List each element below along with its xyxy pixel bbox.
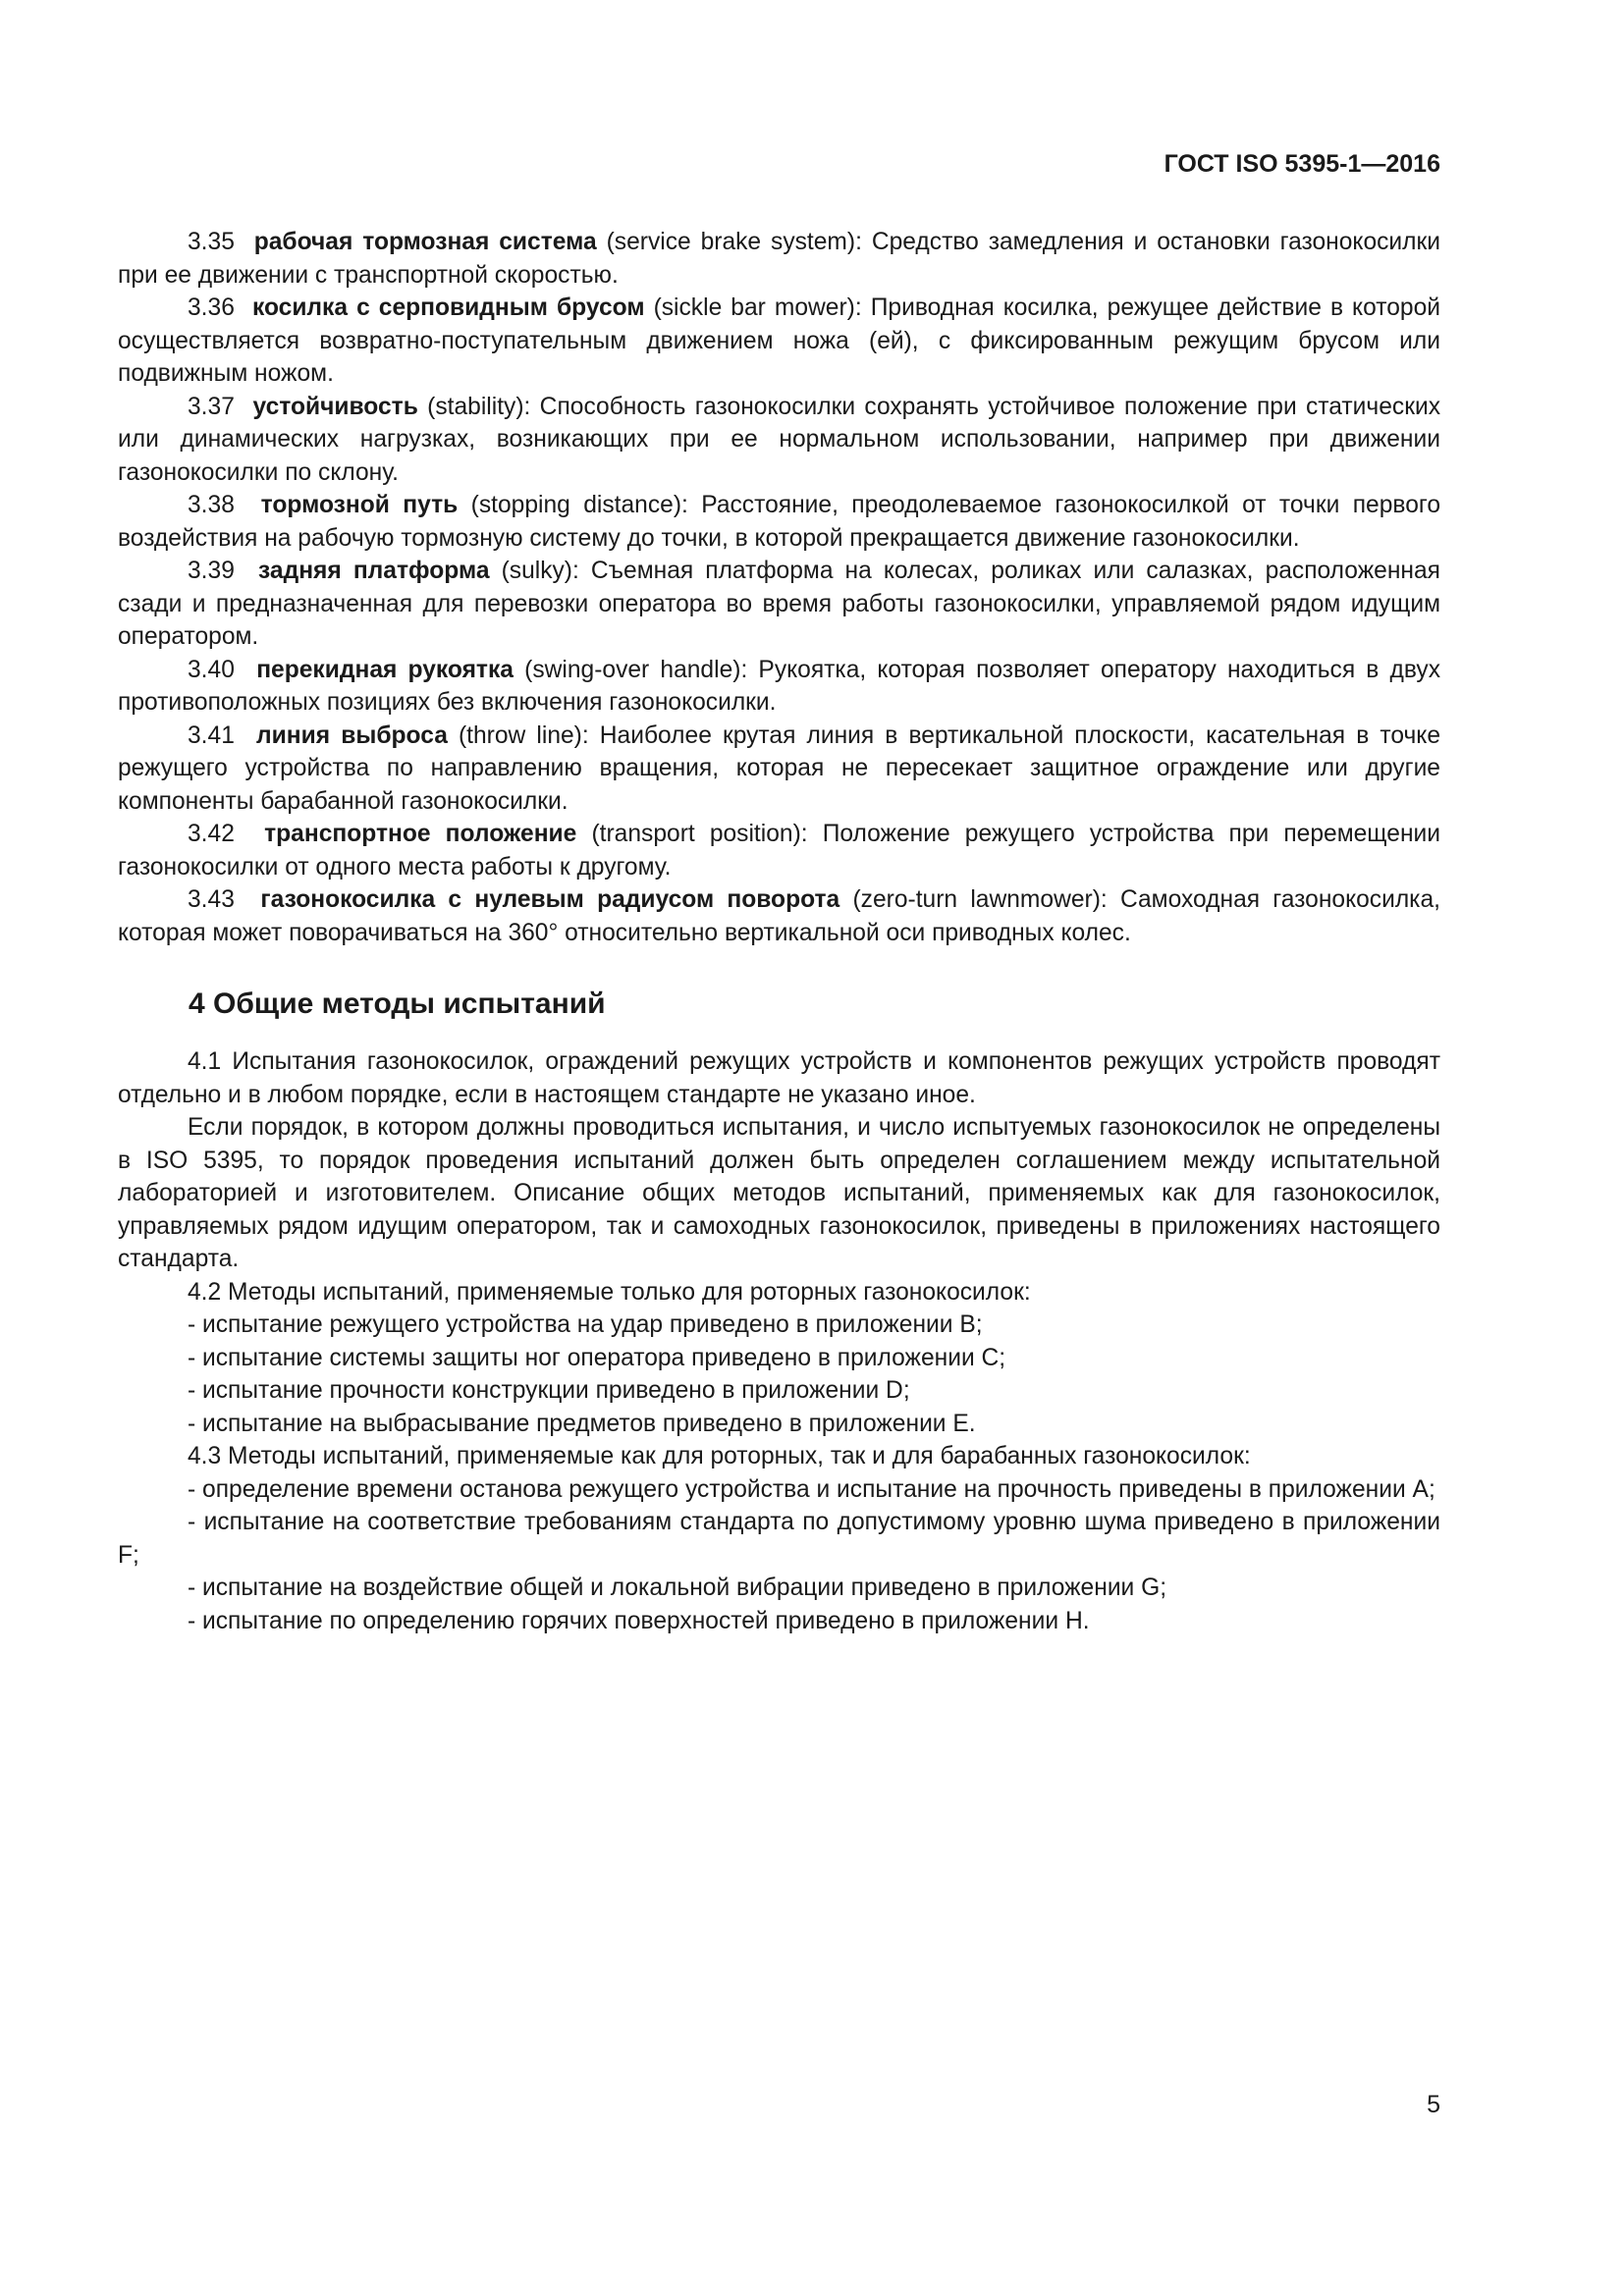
definition-text: (sickle bar mower): Приводная косилка, режущее действие в которой осуществляется возвратно-поступательным движением ножа (ей), с фиксированным режущим брусом или подвижным ножом. [118,294,1440,387]
list-item: - испытание режущего устройства на удар приведено в приложении B; [188,1311,983,1338]
list-item: - испытание прочности конструкции приведено в приложении D; [188,1377,910,1404]
page-content [118,226,1440,1637]
page-number: 5 [1427,2091,1440,2118]
section-4-title: 4 Общие методы испытаний [189,988,606,1020]
definition-text: (transport position): Положение режущего устройства при перемещении газонокосилки от одного места работы к другому. [118,821,1441,881]
definition-number: 3.37 [188,393,235,420]
definition-3-38 [118,489,1440,555]
definition-text: (zero-turn lawnmower): Самоходная газонокосилка, которая может поворачиваться на 360° относительно вертикальной оси приводных колес. [118,886,1440,946]
definition-term: рабочая тормозная система [253,229,597,255]
clause-4-3: 4.3 Методы испытаний, применяемые как для роторных, так и для барабанных газонокосилок: [188,1443,1251,1469]
definition-number: 3.38 [188,492,235,518]
definition-3-43 [118,883,1440,949]
list-item: - испытание на соответствие требованиям стандарта по допустимому уровню шума приведено в приложении F; [118,1509,1440,1569]
definition-term: тормозной путь [260,492,459,518]
clause-4-1-order: Если порядок, в котором должны проводиться испытания, и число испытуемых газонокосилок не определены в ISO 5395, то порядок проведения испытаний должен быть определен соглашением между испытательной лабораторией и изготовителем. Описание общих методов испытаний, применяемых как для газонокосилок, управляемых рядом идущим оператором, так и самоходных газонокосилок, приведены в приложениях настоящего стандарта. [118,1114,1440,1272]
clause-4-1: 4.1 Испытания газонокосилок, ограждений режущих устройств и компонентов режущих устройств проводят отдельно и в любом порядке, если в настоящем стандарте не указано иное. [118,1048,1440,1108]
definition-3-37 [118,391,1440,490]
definition-3-39 [118,555,1440,654]
definition-number: 3.41 [188,721,235,749]
definition-term: линия выброса [256,721,448,749]
definition-term: перекидная рукоятка [256,656,514,683]
definition-term: газонокосилка с нулевым радиусом поворота [260,886,840,913]
definition-term: устойчивость [252,393,418,420]
definition-3-35 [118,226,1440,292]
definition-term: косилка с серповидным брусом [251,294,645,321]
definition-3-42 [118,818,1440,883]
definition-number: 3.42 [188,821,235,847]
definition-number: 3.35 [188,229,235,255]
definition-text: (service brake system): Средство замедления и остановки газонокосилки при ее движении с транспортной скоростью. [118,229,1441,289]
definition-text: (stability): Способность газонокосилки сохранять устойчивое положение при статических или динамических нагрузках, возникающих при ее нормальном использовании, например при движении газонокосилки по склону. [118,393,1440,486]
definition-3-41 [118,720,1440,819]
definition-3-36 [118,292,1440,391]
definition-text: (throw line): Наиболее крутая линия в вертикальной плоскости, касательная в точке режущего устройства по направлению вращения, которая не пересекает защитное ограждение или другие компоненты барабанной газонокосилки. [118,721,1440,815]
definition-text: (swing-over handle): Рукоятка, которая позволяет оператору находиться в двух противоположных позициях без включения газонокосилки. [118,656,1441,716]
definition-number: 3.43 [188,886,235,913]
definition-text: (sulky): Съемная платформа на колесах, роликах или салазках, расположенная сзади и предназначенная для перевозки оператора во время работы газонокосилки, управляемой рядом идущим оператором. [118,558,1440,650]
list-item: - определение времени останова режущего устройства и испытание на прочность приведены в приложении A; [188,1475,1435,1503]
definition-number: 3.39 [188,558,235,584]
definition-3-40 [118,654,1440,720]
definition-text: (stopping distance): Расстояние, преодолеваемое газонокосилкой от точки первого воздействия на рабочую тормозную систему до точки, в которой прекращается движение газонокосилки. [118,492,1440,552]
list-item: - испытание на воздействие общей и локальной вибрации приведено в приложении G; [188,1575,1167,1601]
definition-number: 3.36 [188,294,235,321]
list-item: - испытание по определению горячих поверхностей приведено в приложении H. [188,1607,1090,1634]
document-code-header: ГОСТ ISO 5395-1—2016 [1164,150,1440,178]
definition-number: 3.40 [188,656,235,683]
definition-term: задняя платформа [258,558,490,584]
definition-term: транспортное положение [264,821,577,847]
list-item: - испытание на выбрасывание предметов приведено в приложении E. [188,1410,976,1437]
clause-4-2: 4.2 Методы испытаний, применяемые только для роторных газонокосилок: [188,1278,1031,1306]
list-item: - испытание системы защиты ног оператора приведено в приложении C; [188,1344,1006,1371]
